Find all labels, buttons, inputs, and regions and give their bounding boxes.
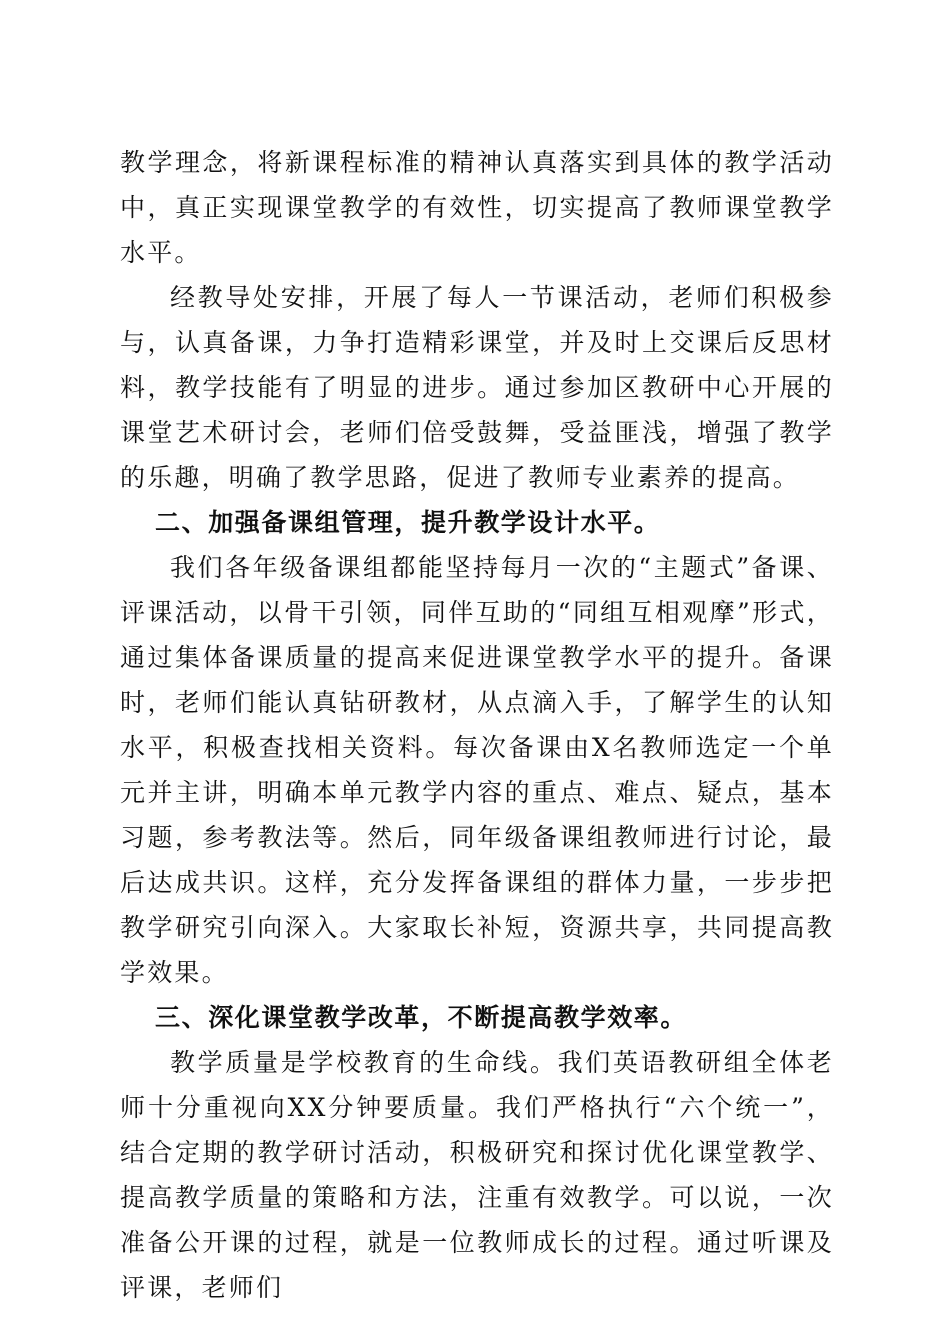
- paragraph-lesson-prep: 我们各年级备课组都能坚持每月一次的“主题式”备课、评课活动，以骨干引领，同伴互助的“同组互相观摩”形式，通过集体备课质量的提高来促进课堂教学水平的提升。备课时，老师们能认真钻研教材，从点滴入手，了解学生的认知水平，积极查找相关资料。每次备课由X名教师选定一个单元并主讲，明确本单元教学内容的重点、难点、疑点，基本习题，参考教法等。然后，同年级备课组教师进行讨论，最后达成共识。这样，充分发挥备课组的群体力量，一步步把教学研究引向深入。大家取长补短，资源共享，共同提高教学效果。: [120, 553, 834, 987]
- section-heading-3: 三、深化课堂教学改革，不断提高教学效率。: [155, 1003, 688, 1032]
- document-body: [120, 140, 834, 1310]
- paragraph-lesson-activity: 经教导处安排，开展了每人一节课活动，老师们积极参与，认真备课，力争打造精彩课堂，并及时上交课后反思材料，教学技能有了明显的进步。通过参加区教研中心开展的课堂艺术研讨会，老师们倍受鼓舞，受益匪浅，增强了教学的乐趣，明确了教学思路，促进了教师专业素养的提高。: [120, 283, 834, 492]
- section-heading-2: 二、加强备课组管理，提升教学设计水平。: [155, 508, 661, 537]
- paragraph-teaching-quality: 教学质量是学校教育的生命线。我们英语教研组全体老师十分重视向XX分钟要质量。我们严格执行“六个统一”，结合定期的教学研讨活动，积极研究和探讨优化课堂教学、提高教学质量的策略和方法，注重有效教学。可以说，一次准备公开课的过程，就是一位教师成长的过程。通过听课及评课，老师们: [120, 1048, 834, 1302]
- paragraph-continuation: 教学理念，将新课程标准的精神认真落实到具体的教学活动中，真正实现课堂教学的有效性，切实提高了教师课堂教学水平。: [120, 148, 834, 267]
